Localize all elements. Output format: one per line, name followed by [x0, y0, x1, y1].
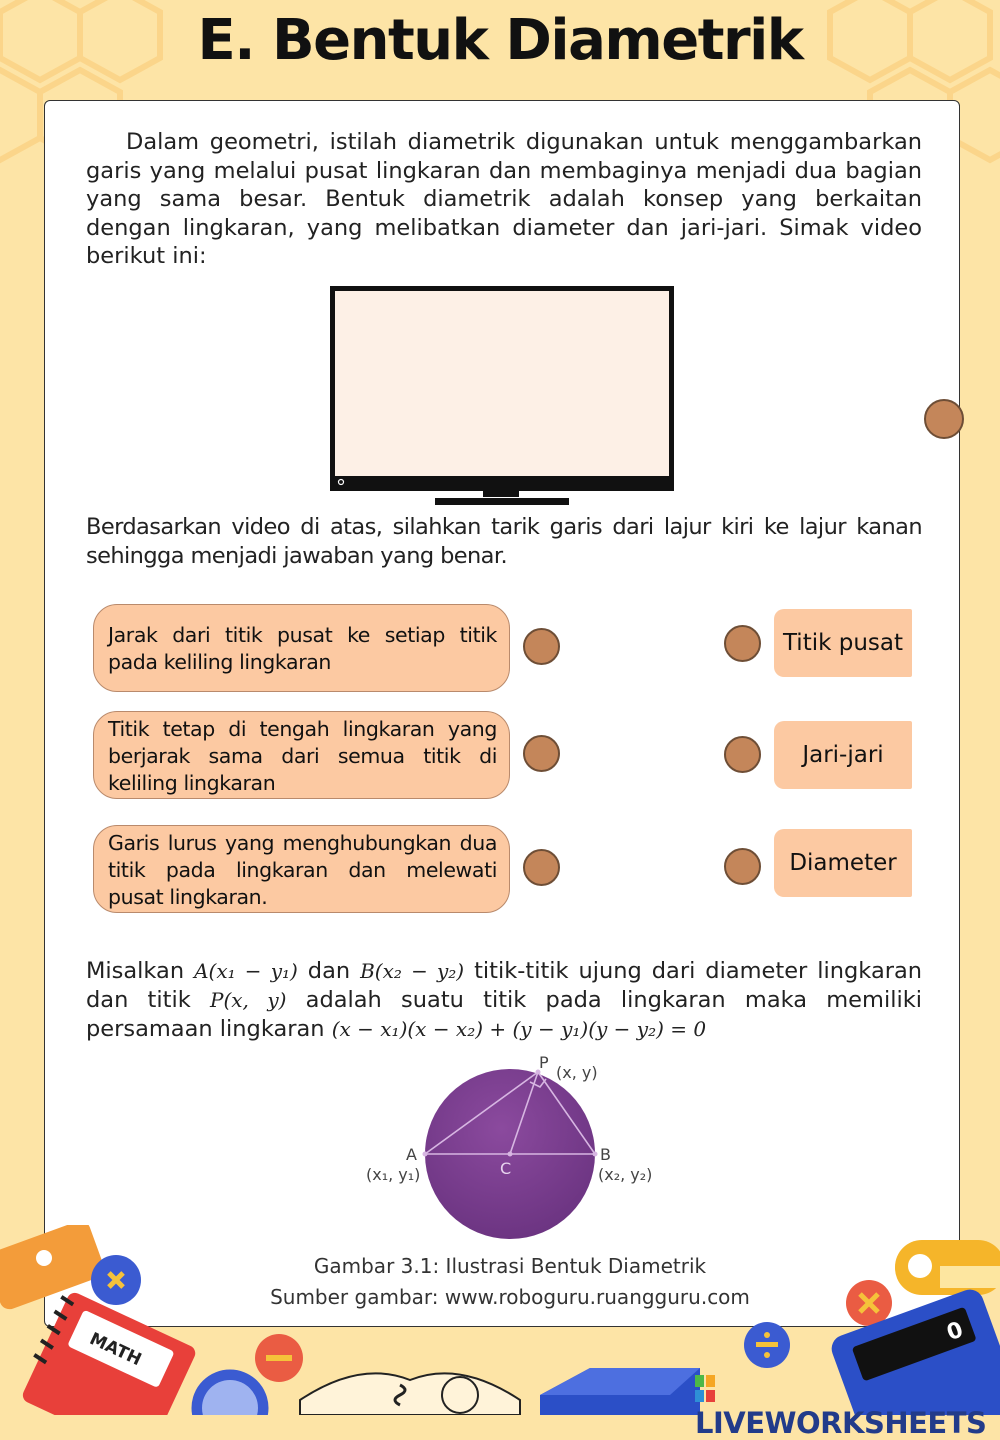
left-item-1-text: Jarak dari titik pusat ke setiap titik pada keliling lingkaran: [108, 623, 497, 674]
right-connector-2[interactable]: [724, 736, 761, 773]
right-connector-3[interactable]: [724, 848, 761, 885]
left-item-3-text: Garis lurus yang menghubungkan dua titik pada lingkaran dan melewati pusat lingkaran.: [108, 830, 497, 909]
left-item-2-text: Titik tetap di tengah lingkaran yang berjarak sama dari semua titik di keliling lingkaran: [108, 716, 497, 795]
circle-equation: (x − x₁)(x − x₂) + (y − y₁)(y − y₂) = 0: [331, 1017, 707, 1041]
label-a-coord: (x₁, y₁): [366, 1165, 421, 1184]
liveworksheets-logo-icon: [695, 1375, 715, 1403]
label-c: C: [500, 1159, 512, 1178]
cube-icon: [540, 1368, 700, 1415]
figure-caption: Gambar 3.1: Ilustrasi Bentuk Diametrik: [313, 1254, 707, 1278]
label-a: A: [406, 1145, 417, 1164]
misal-text-3: titik-titik ujung dari diameter lingkaran dan titik: [86, 958, 923, 1013]
misal-text-1: Misalkan: [86, 958, 185, 984]
right-item-1: Titik pusat: [774, 609, 912, 677]
equation-paragraph: [86, 957, 922, 1044]
left-item-2: [93, 711, 510, 799]
math-book-label: MATH: [86, 1328, 145, 1371]
figure-source: Sumber gambar: www.roboguru.ruangguru.com: [270, 1285, 750, 1309]
left-connector-3[interactable]: [523, 849, 560, 886]
label-b: B: [600, 1145, 611, 1164]
misal-text-2: dan: [307, 958, 351, 984]
math-notebook-icon: [15, 1288, 198, 1415]
diametric-figure: [360, 1052, 660, 1242]
left-item-1: [93, 604, 510, 692]
video-player[interactable]: [330, 286, 674, 510]
tape-measure-icon: [895, 1240, 1000, 1295]
calculator-display: 0: [943, 1317, 967, 1347]
point-b-expression: B(x₂ − y₂): [360, 959, 465, 983]
plus-icon: [91, 1255, 141, 1305]
left-connector-1[interactable]: [523, 628, 560, 665]
sharpener-icon: [0, 1225, 107, 1312]
divide-icon: [744, 1322, 790, 1368]
right-item-3: Diameter: [774, 829, 912, 897]
watermark-text: LIVEWORKSHEETS: [695, 1406, 987, 1440]
page-title: E. Bentuk Diametrik: [197, 8, 803, 73]
instruction-text: Berdasarkan video di atas, silahkan tarik garis dari lajur kiri ke lajur kanan sehingga menjadi jawaban yang benar.: [86, 514, 922, 569]
liveworksheets-watermark: [695, 1372, 995, 1440]
misal-text-4: adalah suatu titik pada lingkaran maka memiliki persamaan lingkaran: [86, 987, 922, 1042]
minus-icon: [255, 1334, 303, 1382]
left-connector-2[interactable]: [523, 735, 560, 772]
label-p-coord: (x, y): [556, 1063, 598, 1082]
multiply-icon: [846, 1280, 892, 1326]
label-b-coord: (x₂, y₂): [598, 1165, 653, 1184]
label-p: P: [539, 1053, 549, 1072]
point-p-expression: P(x, y): [209, 988, 287, 1012]
intro-paragraph: Dalam geometri, istilah diametrik digunakan untuk menggambarkan garis yang melalui pusat lingkaran dan membaginya menjadi dua bagian yang sama besar. Bentuk diametrik adalah konsep yang berkaitan dengan lingkaran, yang melibatkan diameter dan jari-jari. Simak video berikut ini:: [86, 129, 922, 269]
point-a-expression: A(x₁ − y₁): [194, 959, 298, 983]
open-book-icon: [300, 1373, 520, 1415]
right-connector-1[interactable]: [724, 625, 761, 662]
left-item-3: [93, 825, 510, 913]
right-item-2: Jari-jari: [774, 721, 912, 789]
side-connector-dot[interactable]: [924, 399, 964, 439]
